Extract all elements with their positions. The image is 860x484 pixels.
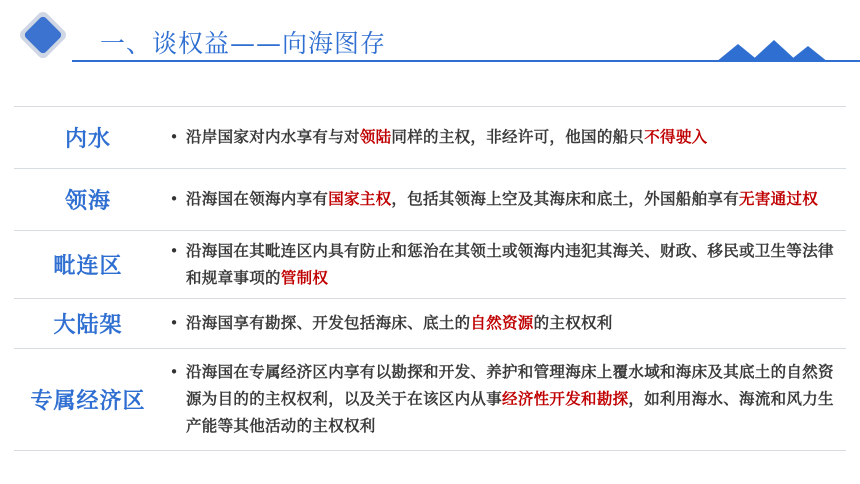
highlight-text: 经济性开发和勘探 (502, 390, 629, 408)
highlight-text: 领陆 (359, 128, 392, 146)
term-label: 内水 (64, 127, 111, 152)
bullet: • (169, 128, 179, 146)
description-text: 沿岸国家对内水享有与对领陆同样的主权，非经许可，他国的船只不得驶入 (186, 128, 708, 146)
highlight-text: 管制权 (280, 268, 329, 287)
table-row (14, 107, 846, 169)
bullet: • (169, 190, 179, 208)
bullet: • (169, 363, 179, 381)
term-label: 大陆架 (53, 313, 123, 338)
row-description (162, 238, 846, 292)
bullet: • (169, 241, 179, 260)
row-description (162, 310, 846, 337)
highlight-text: 国家主权 (328, 190, 392, 208)
table-row (14, 231, 846, 299)
mountains-icon (712, 38, 832, 62)
description-text: 沿海国在专属经济区内享有以勘探和开发、养护和管理海床上覆水域和海床及其底土的自然资源为目的的主权权利，以及关于在该区内从事经济性开发和勘探，如利用海水、海流和风力生产能等其他活动的主权权利 (186, 363, 834, 435)
highlight-text: 无害通过权 (739, 190, 819, 208)
row-description (162, 124, 846, 151)
diamond-badge-icon (14, 6, 72, 64)
description-text: 沿海国享有勘探、开发包括海床、底土的自然资源的主权权利 (186, 314, 613, 332)
term-label: 毗连区 (53, 254, 123, 279)
table-row (14, 299, 846, 349)
description-text: 沿海国在其毗连区内具有防止和惩治在其领土或领海内违犯其海关、财政、移民或卫生等法律和规章事项的管制权 (186, 241, 834, 287)
bullet: • (169, 314, 179, 332)
table-row (14, 169, 846, 231)
term-label: 专属经济区 (30, 389, 146, 414)
table-row (14, 349, 846, 451)
page-title: 一、谈权益——向海图存 (100, 29, 387, 58)
row-description (162, 186, 846, 213)
row-description (162, 359, 846, 440)
highlight-text: 自然资源 (470, 314, 534, 332)
description-text: 沿海国在领海内享有国家主权，包括其领海上空及其海床和底土，外国船舶享有无害通过权 (186, 190, 819, 208)
rights-table (14, 106, 846, 451)
term-label: 领海 (64, 189, 111, 214)
highlight-text: 不得驶入 (644, 128, 708, 146)
